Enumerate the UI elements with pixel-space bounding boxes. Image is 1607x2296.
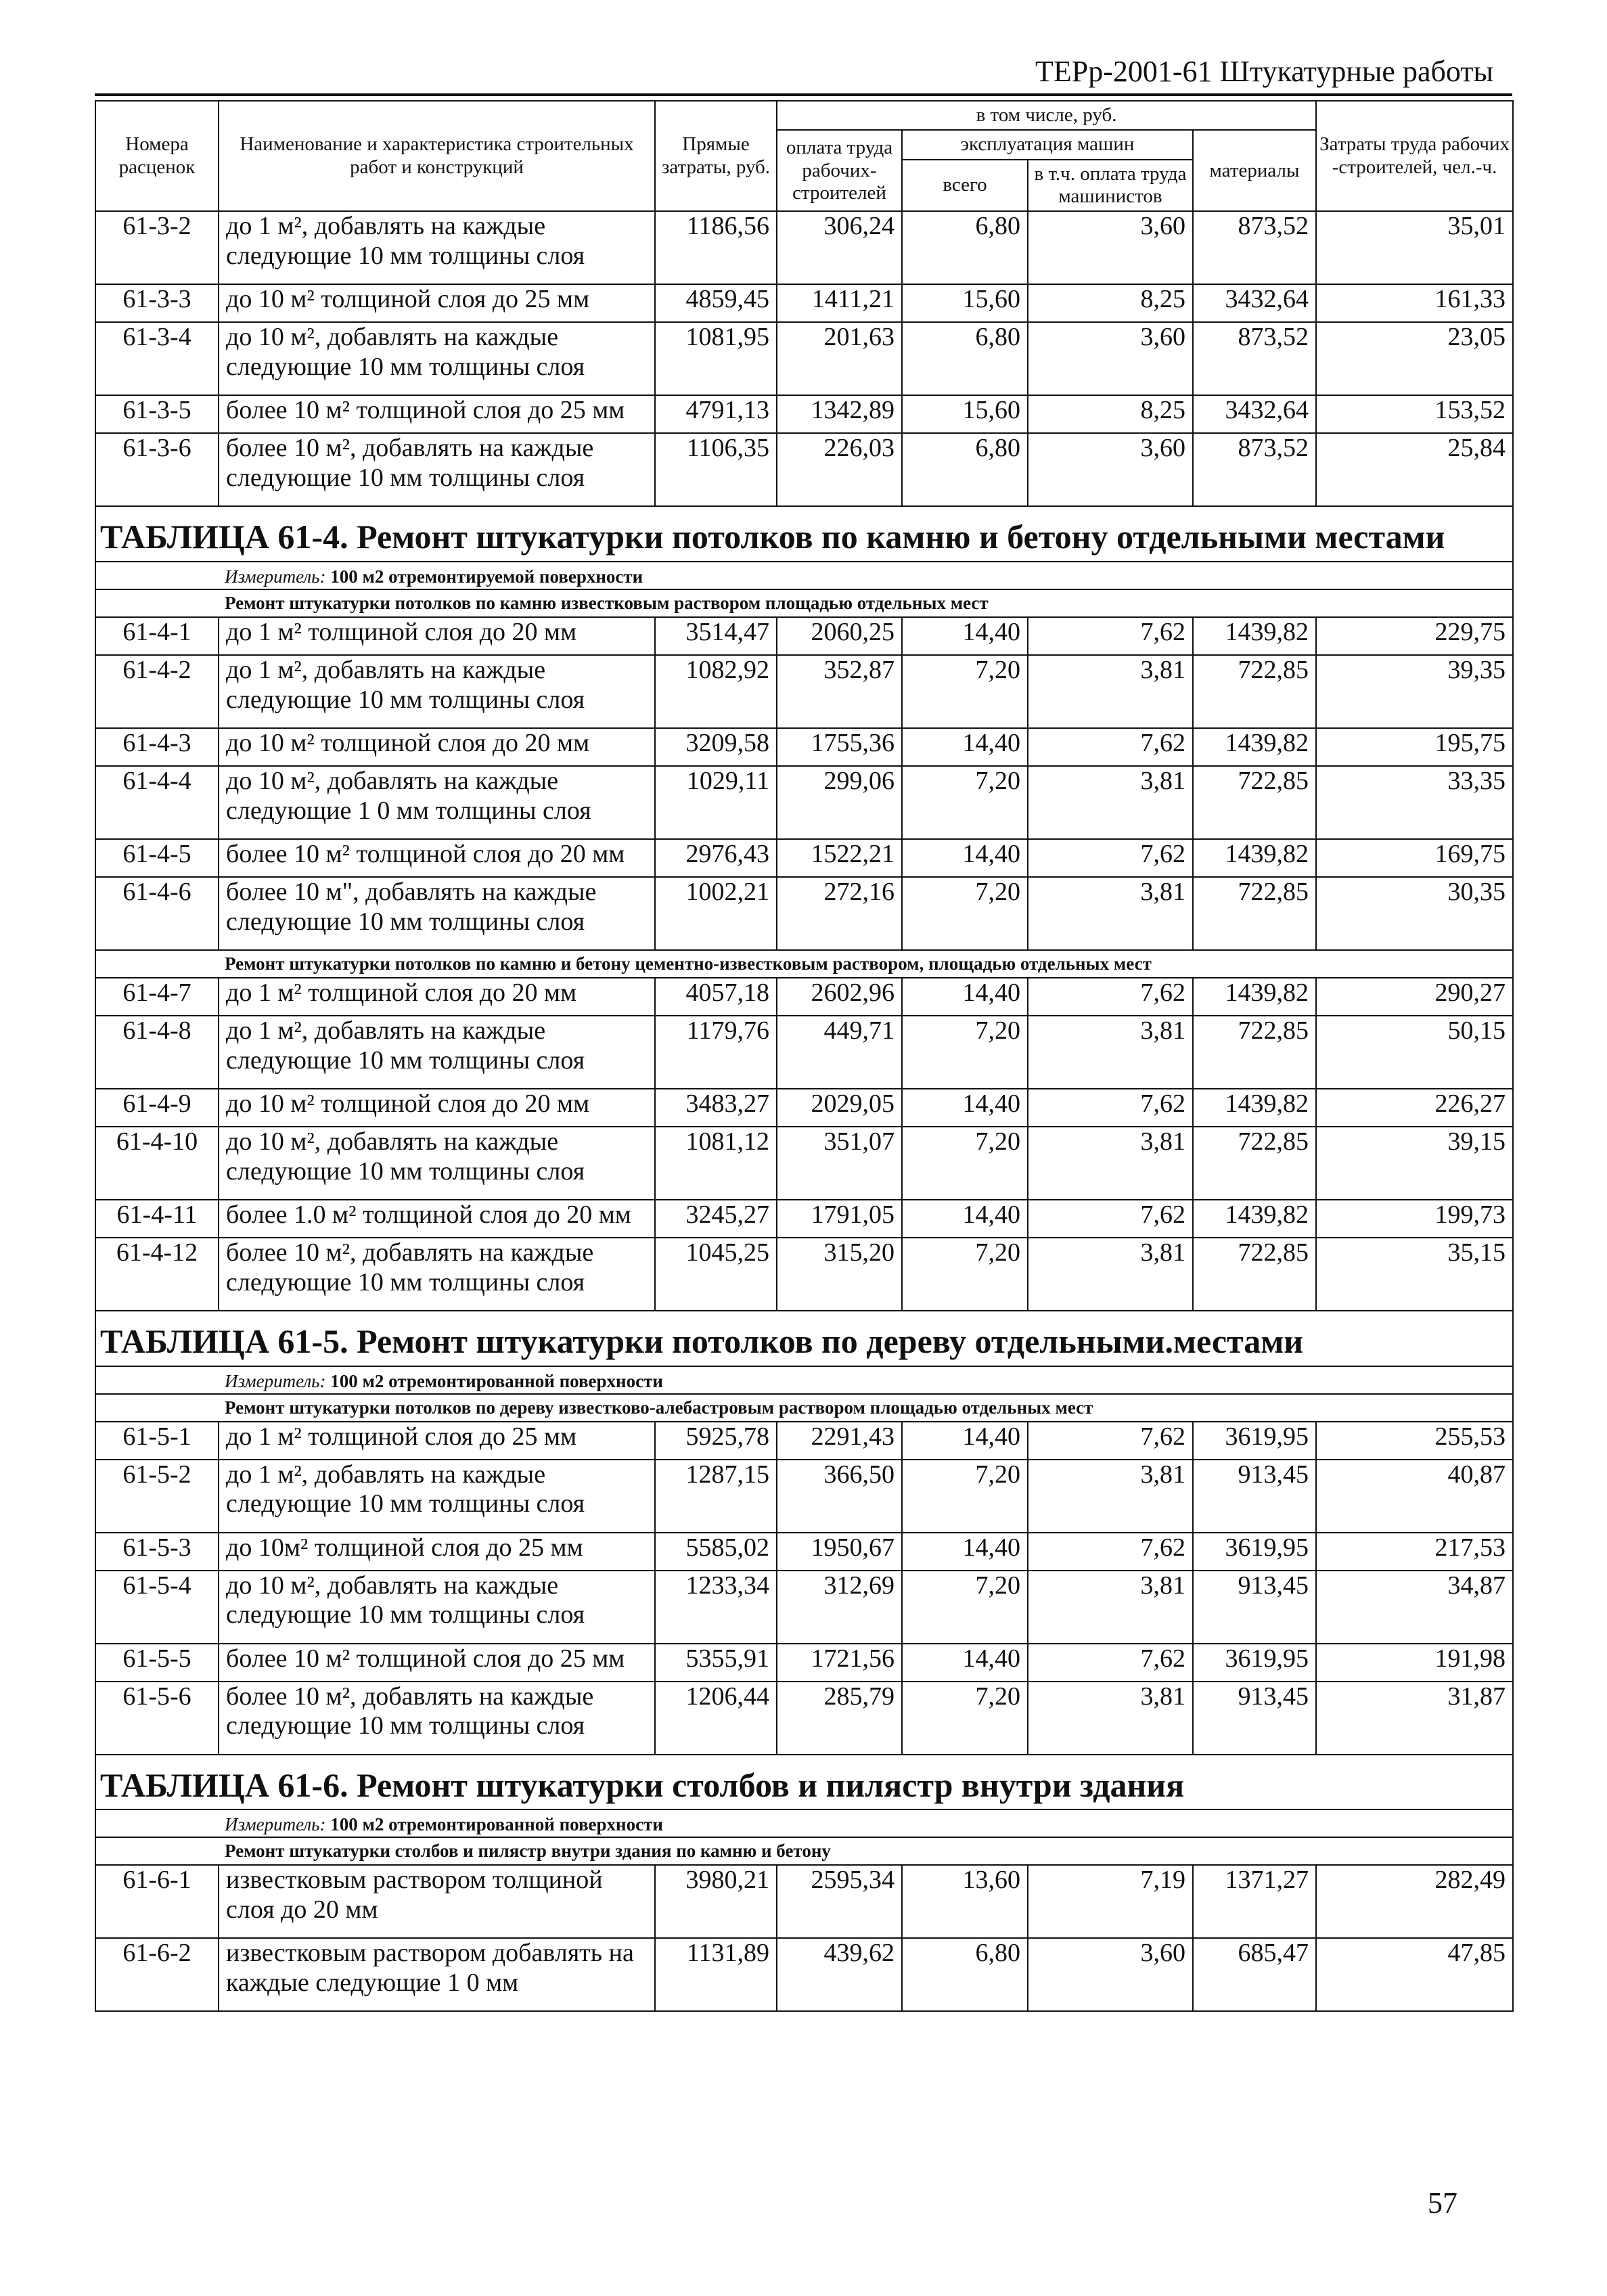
col-labor: оплата труда рабочих-строителей [777,130,902,211]
work-name: до 10 м² толщиной слоя до 20 мм [219,1089,655,1127]
direct-costs: 1206,44 [655,1682,777,1755]
machine-labor-cost: 7,19 [1028,1865,1193,1938]
direct-costs: 3245,27 [655,1200,777,1238]
direct-costs: 3514,47 [655,617,777,655]
work-name: более 10 м² толщиной слоя до 25 мм [219,1644,655,1682]
page-header-title: ТЕРр-2001-61 Штукатурные работы [1035,55,1494,88]
work-name: до 10 м², добавлять на каждые следующие 10 мм толщины слоя [219,1127,655,1200]
meter-label: Измеритель: [225,566,326,587]
direct-costs: 1179,76 [655,1016,777,1089]
machine-labor-cost: 3,81 [1028,1682,1193,1755]
rate-code: 61-4-8 [95,1016,219,1089]
group-subtitle-row [95,1394,1513,1422]
rate-code: 61-3-5 [95,395,219,433]
labor-cost: 1522,21 [777,839,902,877]
direct-costs: 3980,21 [655,1865,777,1938]
group-subtitle: Ремонт штукатурки потолков по камню известковым раствором площадью отдельных мест [95,589,1513,617]
machine-cost: 15,60 [902,284,1028,322]
rate-code: 61-4-7 [95,978,219,1016]
materials-cost: 913,45 [1193,1682,1316,1755]
machine-cost: 6,80 [902,211,1028,284]
table-row [95,322,1513,395]
labor-hours: 47,85 [1316,1938,1513,2011]
table-row [95,1127,1513,1200]
table-title-row [95,1755,1513,1810]
machine-labor-cost: 7,62 [1028,1644,1193,1682]
rate-code: 61-6-1 [95,1865,219,1938]
machine-labor-cost: 3,81 [1028,655,1193,728]
col-materials: материалы [1193,130,1316,211]
work-name: до 10м² толщиной слоя до 25 мм [219,1533,655,1571]
work-name: до 1 м², добавлять на каждые следующие 10 мм толщины слоя [219,211,655,284]
rate-code: 61-5-3 [95,1533,219,1571]
labor-hours: 229,75 [1316,617,1513,655]
materials-cost: 3619,95 [1193,1422,1316,1460]
labor-cost: 2291,43 [777,1422,902,1460]
machine-labor-cost: 3,60 [1028,211,1193,284]
rate-code: 61-4-5 [95,839,219,877]
work-name: до 10 м², добавлять на каждые следующие 10 мм толщины слоя [219,1571,655,1644]
table-row [95,1200,1513,1238]
materials-cost: 722,85 [1193,1127,1316,1200]
machine-cost: 14,40 [902,617,1028,655]
rate-code: 61-3-3 [95,284,219,322]
machine-labor-cost: 3,81 [1028,766,1193,839]
table-row [95,1865,1513,1938]
rate-code: 61-4-10 [95,1127,219,1200]
machine-labor-cost: 7,62 [1028,839,1193,877]
meter-label: Измеритель: [225,1370,326,1391]
labor-cost: 2602,96 [777,978,902,1016]
labor-cost: 299,06 [777,766,902,839]
materials-cost: 1439,82 [1193,728,1316,766]
labor-hours: 39,15 [1316,1127,1513,1200]
labor-cost: 226,03 [777,433,902,506]
labor-hours: 153,52 [1316,395,1513,433]
direct-costs: 5355,91 [655,1644,777,1682]
machine-cost: 7,20 [902,1127,1028,1200]
labor-cost: 1791,05 [777,1200,902,1238]
labor-cost: 366,50 [777,1460,902,1533]
rate-code: 61-4-2 [95,655,219,728]
group-subtitle-row [95,1837,1513,1865]
machine-cost: 14,40 [902,1644,1028,1682]
rate-code: 61-4-4 [95,766,219,839]
work-name: до 1 м² толщиной слоя до 20 мм [219,978,655,1016]
machine-cost: 14,40 [902,1200,1028,1238]
machine-labor-cost: 7,62 [1028,1089,1193,1127]
machine-labor-cost: 7,62 [1028,1533,1193,1571]
table-row [95,284,1513,322]
table-row [95,617,1513,655]
machine-labor-cost: 7,62 [1028,728,1193,766]
direct-costs: 1106,35 [655,433,777,506]
machine-cost: 6,80 [902,322,1028,395]
work-name: до 10 м² толщиной слоя до 25 мм [219,284,655,322]
materials-cost: 1439,82 [1193,978,1316,1016]
work-name: более 10 м², добавлять на каждые следующие 10 мм толщины слоя [219,1238,655,1311]
header-rule [95,93,1512,96]
direct-costs: 1029,11 [655,766,777,839]
labor-hours: 191,98 [1316,1644,1513,1682]
materials-cost: 3432,64 [1193,284,1316,322]
work-name: более 1.0 м² толщиной слоя до 20 мм [219,1200,655,1238]
labor-cost: 1721,56 [777,1644,902,1682]
rate-code: 61-3-2 [95,211,219,284]
direct-costs: 1081,95 [655,322,777,395]
materials-cost: 722,85 [1193,1016,1316,1089]
col-incl: в том числе, руб. [777,101,1316,130]
table-row [95,877,1513,950]
price-table [95,100,1514,2012]
rate-code: 61-5-1 [95,1422,219,1460]
labor-hours: 282,49 [1316,1865,1513,1938]
direct-costs: 4057,18 [655,978,777,1016]
materials-cost: 722,85 [1193,766,1316,839]
labor-cost: 1755,36 [777,728,902,766]
machine-labor-cost: 3,81 [1028,1238,1193,1311]
machine-cost: 6,80 [902,433,1028,506]
table-title: ТАБЛИЦА 61-5. Ремонт штукатурки потолков по дереву отдельными.местами [95,1311,1513,1366]
machine-cost: 7,20 [902,1682,1028,1755]
col-machines: эксплуатация машин [902,130,1193,159]
direct-costs: 1131,89 [655,1938,777,2011]
table-row [95,1238,1513,1311]
rate-code: 61-6-2 [95,1938,219,2011]
machine-cost: 7,20 [902,1016,1028,1089]
labor-cost: 285,79 [777,1682,902,1755]
labor-hours: 161,33 [1316,284,1513,322]
labor-cost: 1342,89 [777,395,902,433]
rate-code: 61-4-9 [95,1089,219,1127]
machine-cost: 14,40 [902,1533,1028,1571]
machine-cost: 7,20 [902,1238,1028,1311]
rate-code: 61-4-11 [95,1200,219,1238]
materials-cost: 3619,95 [1193,1533,1316,1571]
machine-cost: 14,40 [902,978,1028,1016]
direct-costs: 1186,56 [655,211,777,284]
col-machines-total: всего [902,160,1028,212]
col-machines-labor: в т.ч. оплата труда машинистов [1028,160,1193,212]
materials-cost: 685,47 [1193,1938,1316,2011]
work-name: более 10 м², добавлять на каждые следующие 10 мм толщины слоя [219,433,655,506]
labor-cost: 439,62 [777,1938,902,2011]
materials-cost: 1439,82 [1193,1089,1316,1127]
work-name: более 10 м² толщиной слоя до 25 мм [219,395,655,433]
labor-hours: 34,87 [1316,1571,1513,1644]
labor-cost: 352,87 [777,655,902,728]
work-name: до 1 м² толщиной слоя до 20 мм [219,617,655,655]
table-row [95,1460,1513,1533]
machine-cost: 14,40 [902,728,1028,766]
machine-cost: 7,20 [902,1571,1028,1644]
machine-labor-cost: 3,81 [1028,1571,1193,1644]
machine-labor-cost: 3,60 [1028,322,1193,395]
meter-line [95,1809,1513,1837]
labor-hours: 226,27 [1316,1089,1513,1127]
machine-cost: 7,20 [902,766,1028,839]
meter-line [95,1366,1513,1394]
meter-line-row [95,562,1513,589]
table-row [95,655,1513,728]
group-subtitle: Ремонт штукатурки потолков по дереву известково-алебастровым раствором площадью отдельных мест [95,1394,1513,1422]
meter-line-row [95,1366,1513,1394]
meter-line-row [95,1809,1513,1837]
col-workhours: Затраты труда рабочих -строителей, чел.-ч. [1316,101,1513,211]
table-row [95,1644,1513,1682]
labor-hours: 33,35 [1316,766,1513,839]
meter-value: 100 м2 отремонтированной поверхности [330,1370,663,1391]
meter-value: 100 м2 отремонтируемой поверхности [330,566,643,587]
labor-cost: 1950,67 [777,1533,902,1571]
materials-cost: 722,85 [1193,1238,1316,1311]
group-subtitle: Ремонт штукатурки потолков по камню и бетону цементно-известковым раствором, площадью отдельных мест [95,950,1513,978]
machine-labor-cost: 7,62 [1028,978,1193,1016]
table-row [95,395,1513,433]
table-title: ТАБЛИЦА 61-4. Ремонт штукатурки потолков по камню и бетону отдельными местами [95,506,1513,562]
labor-hours: 217,53 [1316,1533,1513,1571]
table-row [95,1571,1513,1644]
rate-code: 61-3-6 [95,433,219,506]
table-title: ТАБЛИЦА 61-6. Ремонт штукатурки столбов и пилястр внутри здания [95,1755,1513,1810]
labor-hours: 30,35 [1316,877,1513,950]
table-row [95,728,1513,766]
direct-costs: 1045,25 [655,1238,777,1311]
rate-code: 61-4-12 [95,1238,219,1311]
work-name: более 10 м² толщиной слоя до 20 мм [219,839,655,877]
machine-labor-cost: 3,81 [1028,1460,1193,1533]
direct-costs: 4791,13 [655,395,777,433]
direct-costs: 1287,15 [655,1460,777,1533]
direct-costs: 2976,43 [655,839,777,877]
work-name: до 1 м², добавлять на каждые следующие 10 мм толщины слоя [219,1460,655,1533]
work-name: до 10 м², добавлять на каждые следующие 10 мм толщины слоя [219,322,655,395]
machine-cost: 14,40 [902,1422,1028,1460]
table-title-row [95,1311,1513,1366]
labor-hours: 169,75 [1316,839,1513,877]
meter-value: 100 м2 отремонтированной поверхности [330,1814,663,1835]
table-row [95,1422,1513,1460]
meter-line [95,562,1513,589]
rate-code: 61-5-2 [95,1460,219,1533]
labor-cost: 1411,21 [777,284,902,322]
materials-cost: 722,85 [1193,655,1316,728]
labor-hours: 290,27 [1316,978,1513,1016]
machine-labor-cost: 7,62 [1028,1422,1193,1460]
labor-hours: 40,87 [1316,1460,1513,1533]
labor-cost: 306,24 [777,211,902,284]
work-name: известковым раствором толщиной слоя до 20 мм [219,1865,655,1938]
table-row [95,211,1513,284]
machine-labor-cost: 7,62 [1028,1200,1193,1238]
rate-code: 61-4-3 [95,728,219,766]
materials-cost: 3432,64 [1193,395,1316,433]
table-row [95,1682,1513,1755]
work-name: до 10 м², добавлять на каждые следующие 1 0 мм толщины слоя [219,766,655,839]
group-subtitle: Ремонт штукатурки столбов и пилястр внутри здания по камню и бетону [95,1837,1513,1865]
meter-label: Измеритель: [225,1814,326,1835]
rate-code: 61-4-1 [95,617,219,655]
labor-hours: 195,75 [1316,728,1513,766]
materials-cost: 873,52 [1193,322,1316,395]
table-body [95,211,1513,2011]
direct-costs: 1081,12 [655,1127,777,1200]
rate-code: 61-3-4 [95,322,219,395]
work-name: до 1 м², добавлять на каждые следующие 10 мм толщины слоя [219,1016,655,1089]
labor-cost: 201,63 [777,322,902,395]
table-row [95,1016,1513,1089]
machine-labor-cost: 3,60 [1028,1938,1193,2011]
materials-cost: 722,85 [1193,877,1316,950]
machine-labor-cost: 8,25 [1028,284,1193,322]
work-name: известковым раствором добавлять на каждые следующие 1 0 мм [219,1938,655,2011]
col-direct: Прямые затраты, руб. [655,101,777,211]
machine-labor-cost: 3,81 [1028,1016,1193,1089]
direct-costs: 3483,27 [655,1089,777,1127]
work-name: более 10 м², добавлять на каждые следующие 10 мм толщины слоя [219,1682,655,1755]
col-name: Наименование и характеристика строительных работ и конструкций [219,101,655,211]
col-code: Номера расценок [95,101,219,211]
labor-hours: 25,84 [1316,433,1513,506]
direct-costs: 3209,58 [655,728,777,766]
rate-code: 61-4-6 [95,877,219,950]
labor-cost: 351,07 [777,1127,902,1200]
labor-hours: 199,73 [1316,1200,1513,1238]
materials-cost: 3619,95 [1193,1644,1316,1682]
labor-cost: 2595,34 [777,1865,902,1938]
materials-cost: 873,52 [1193,211,1316,284]
direct-costs: 1002,21 [655,877,777,950]
direct-costs: 5925,78 [655,1422,777,1460]
machine-labor-cost: 3,81 [1028,877,1193,950]
machine-cost: 13,60 [902,1865,1028,1938]
table-row [95,1533,1513,1571]
machine-labor-cost: 3,60 [1028,433,1193,506]
work-name: более 10 м", добавлять на каждые следующие 10 мм толщины слоя [219,877,655,950]
materials-cost: 913,45 [1193,1571,1316,1644]
work-name: до 1 м² толщиной слоя до 25 мм [219,1422,655,1460]
labor-cost: 312,69 [777,1571,902,1644]
group-subtitle-row [95,950,1513,978]
machine-cost: 7,20 [902,877,1028,950]
materials-cost: 913,45 [1193,1460,1316,1533]
page-number: 57 [1428,2186,1457,2220]
machine-labor-cost: 8,25 [1028,395,1193,433]
materials-cost: 1439,82 [1193,839,1316,877]
work-name: до 10 м² толщиной слоя до 20 мм [219,728,655,766]
table-row [95,433,1513,506]
direct-costs: 1233,34 [655,1571,777,1644]
machine-cost: 7,20 [902,655,1028,728]
labor-hours: 35,15 [1316,1238,1513,1311]
labor-hours: 50,15 [1316,1016,1513,1089]
table-row [95,839,1513,877]
table-title-row [95,506,1513,562]
work-name: до 1 м², добавлять на каждые следующие 10 мм толщины слоя [219,655,655,728]
labor-cost: 449,71 [777,1016,902,1089]
materials-cost: 1371,27 [1193,1865,1316,1938]
materials-cost: 1439,82 [1193,617,1316,655]
direct-costs: 4859,45 [655,284,777,322]
labor-cost: 2060,25 [777,617,902,655]
table-row [95,978,1513,1016]
machine-cost: 14,40 [902,1089,1028,1127]
rate-code: 61-5-4 [95,1571,219,1644]
group-subtitle-row [95,589,1513,617]
labor-hours: 255,53 [1316,1422,1513,1460]
machine-cost: 6,80 [902,1938,1028,2011]
labor-cost: 315,20 [777,1238,902,1311]
direct-costs: 1082,92 [655,655,777,728]
table-row [95,1938,1513,2011]
materials-cost: 1439,82 [1193,1200,1316,1238]
labor-cost: 2029,05 [777,1089,902,1127]
table-row [95,1089,1513,1127]
machine-labor-cost: 7,62 [1028,617,1193,655]
labor-hours: 23,05 [1316,322,1513,395]
labor-hours: 31,87 [1316,1682,1513,1755]
machine-cost: 14,40 [902,839,1028,877]
materials-cost: 873,52 [1193,433,1316,506]
machine-labor-cost: 3,81 [1028,1127,1193,1200]
direct-costs: 5585,02 [655,1533,777,1571]
labor-hours: 35,01 [1316,211,1513,284]
machine-cost: 15,60 [902,395,1028,433]
rate-code: 61-5-6 [95,1682,219,1755]
table-row [95,766,1513,839]
rate-code: 61-5-5 [95,1644,219,1682]
machine-cost: 7,20 [902,1460,1028,1533]
labor-cost: 272,16 [777,877,902,950]
labor-hours: 39,35 [1316,655,1513,728]
